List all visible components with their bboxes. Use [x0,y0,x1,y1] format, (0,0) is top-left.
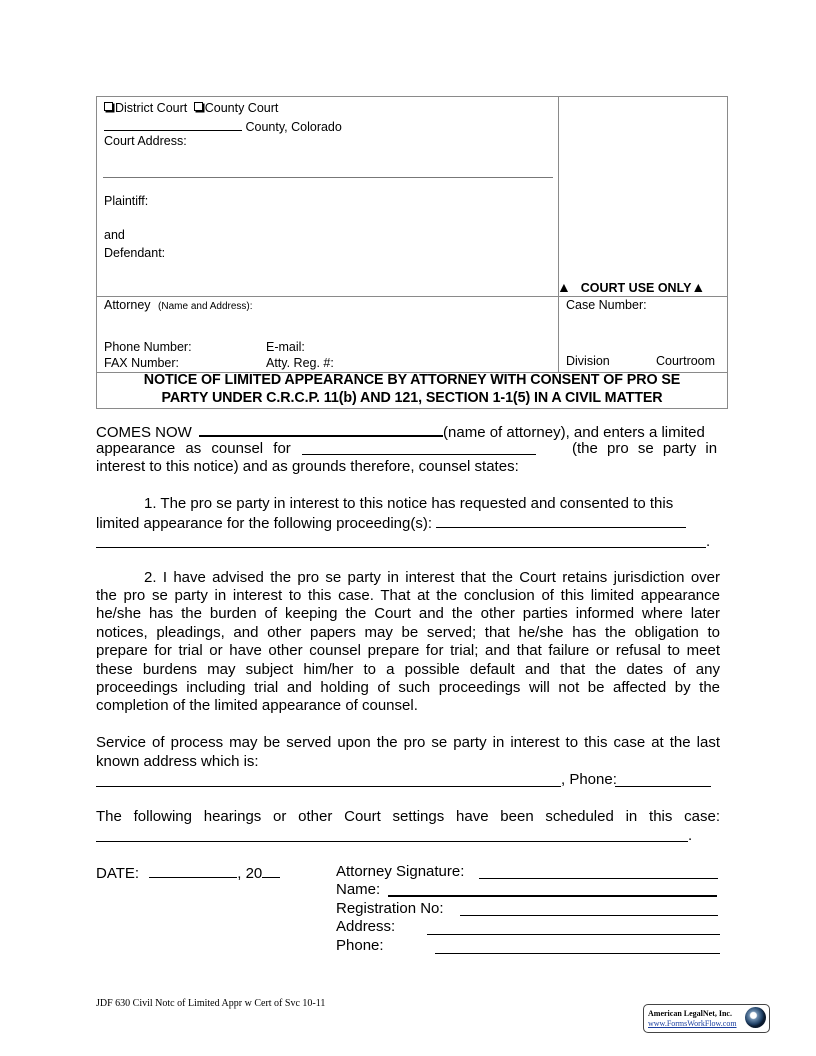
caption-box [96,96,728,409]
phone-number-label: Phone Number: [104,340,192,354]
case-number-label: Case Number: [566,298,647,312]
interest-line: interest to this notice) and as grounds therefore, counsel states: [96,458,519,475]
triangle-up-icon: ▲ [691,279,706,295]
court-address-label: Court Address: [104,134,187,148]
court-use-only [557,279,705,296]
page-title [97,371,727,407]
date-row [96,863,280,883]
address-field[interactable] [427,919,720,935]
paragraph-2-line-6: these burdens may subject him/her to a possible default and that the dates of any [96,661,720,678]
form-id-footer: JDF 630 Civil Notc of Limited Appr w Cert of Svc 10-11 [96,998,326,1009]
paragraph-2-line-3: he/she has the burden of keeping the Court and the other parties informed where later [96,605,720,622]
logo-company-name: American LegalNet, Inc. [648,1009,732,1018]
attorney-label-row [104,298,253,314]
court-type-selector [104,101,278,116]
phone-inline-label: , Phone: [561,771,617,788]
service-line-1: Service of process may be served upon the pro se party in interest to this case at the last [96,734,720,751]
phone-label: Phone: [336,937,384,954]
county-line [104,118,342,135]
year-prefix-label: , 20 [237,865,263,882]
service-line-2: known address which is: [96,753,259,770]
plaintiff-label: Plaintiff: [104,194,149,208]
pro-se-party-field[interactable] [302,440,536,455]
court-address-line [103,177,553,178]
paragraph-2-line-7: proceedings including trial and holding of such proceedings will not be affected by the [96,679,720,696]
paragraph-2-line-8: completion of the limited appearance of counsel. [96,697,418,714]
county-colorado-label: County, Colorado [245,120,342,134]
defendant-label: Defendant: [104,246,166,260]
atty-reg-label: Atty. Reg. #: [266,356,334,370]
district-court-checkbox[interactable] [104,102,113,111]
attorney-name-field[interactable] [199,421,443,437]
comes-now-label: COMES NOW [96,424,192,441]
paragraph-1-line-1: 1. The pro se party in interest to this notice has requested and consented to this [144,495,674,512]
caption-divider-vertical [558,96,559,373]
county-name-field[interactable] [104,118,242,131]
courtroom-label: Courtroom [656,354,716,368]
caption-divider-horizontal [96,296,728,297]
appearance-line [96,440,291,458]
year-field[interactable] [262,863,280,878]
county-court-checkbox[interactable] [194,102,203,111]
date-label: DATE: [96,865,140,882]
paragraph-2-line-2: the pro se party in interest to this case. That at the conclusion of this limited appearance [96,587,720,604]
address-label: Address: [336,918,396,935]
logo-url-link[interactable]: www.FormsWorkFlow.com [648,1019,737,1028]
registration-field[interactable] [460,900,718,916]
pro-se-phone-field[interactable] [615,772,711,787]
attorney-name-signature-field[interactable] [388,881,717,897]
paragraph-1-line-2 [96,513,686,533]
name-of-attorney-label: (name of attorney), and enters a limited [443,424,705,441]
email-label: E-mail: [266,340,305,354]
name-label: Name: [336,881,381,898]
proceedings-field[interactable] [436,513,686,528]
proceedings-field-continued[interactable] [96,533,706,548]
phone-field[interactable] [435,938,720,954]
county-court-label: County Court [204,101,279,115]
period: . [688,827,693,844]
division-label: Division [566,354,610,368]
attorney-signature-label: Attorney Signature: [336,863,465,880]
date-field[interactable] [149,863,237,878]
american-legalnet-logo[interactable] [643,1004,770,1033]
title-line-2: PARTY UNDER C.R.C.P. 11(b) AND 121, SECTION 1-1(5) IN A CIVIL MATTER [161,390,663,406]
triangle-up-icon: ▲ [557,279,571,295]
title-line-1: NOTICE OF LIMITED APPEARANCE BY ATTORNEY WITH CONSENT OF PRO SE [143,372,681,388]
paragraph-2-line-1: 2. I have advised the pro se party in interest that the Court retains jurisdiction over [144,569,720,586]
paragraph-2-line-4: notices, pleadings, and other papers may be served; that he/she has the obligation to [96,624,720,641]
hearings-line: The following hearings or other Court settings have been scheduled in this case: [96,808,720,825]
court-use-only-label: COURT USE ONLY [580,281,692,295]
attorney-sub-label: (Name and Address): [158,301,253,312]
last-known-address-field[interactable] [96,772,561,787]
appearance-for-label: appearance as counsel for [96,440,291,457]
period: . [706,533,711,550]
fax-number-label: FAX Number: [104,356,180,370]
attorney-signature-field[interactable] [479,863,718,879]
attorney-label: Attorney [104,298,151,312]
globe-icon [745,1007,766,1028]
and-label: and [104,228,125,242]
district-court-label: District Court [115,101,188,115]
paragraph-2-line-5: prepare for trial or have other counsel prepare for trial; and that failure or refusal to meet [96,642,720,659]
registration-label: Registration No: [336,900,444,917]
proceedings-label: limited appearance for the following proceeding(s): [96,515,433,532]
hearings-field[interactable] [96,827,688,842]
pro-se-party-in-label: (the pro se party in [572,440,718,457]
